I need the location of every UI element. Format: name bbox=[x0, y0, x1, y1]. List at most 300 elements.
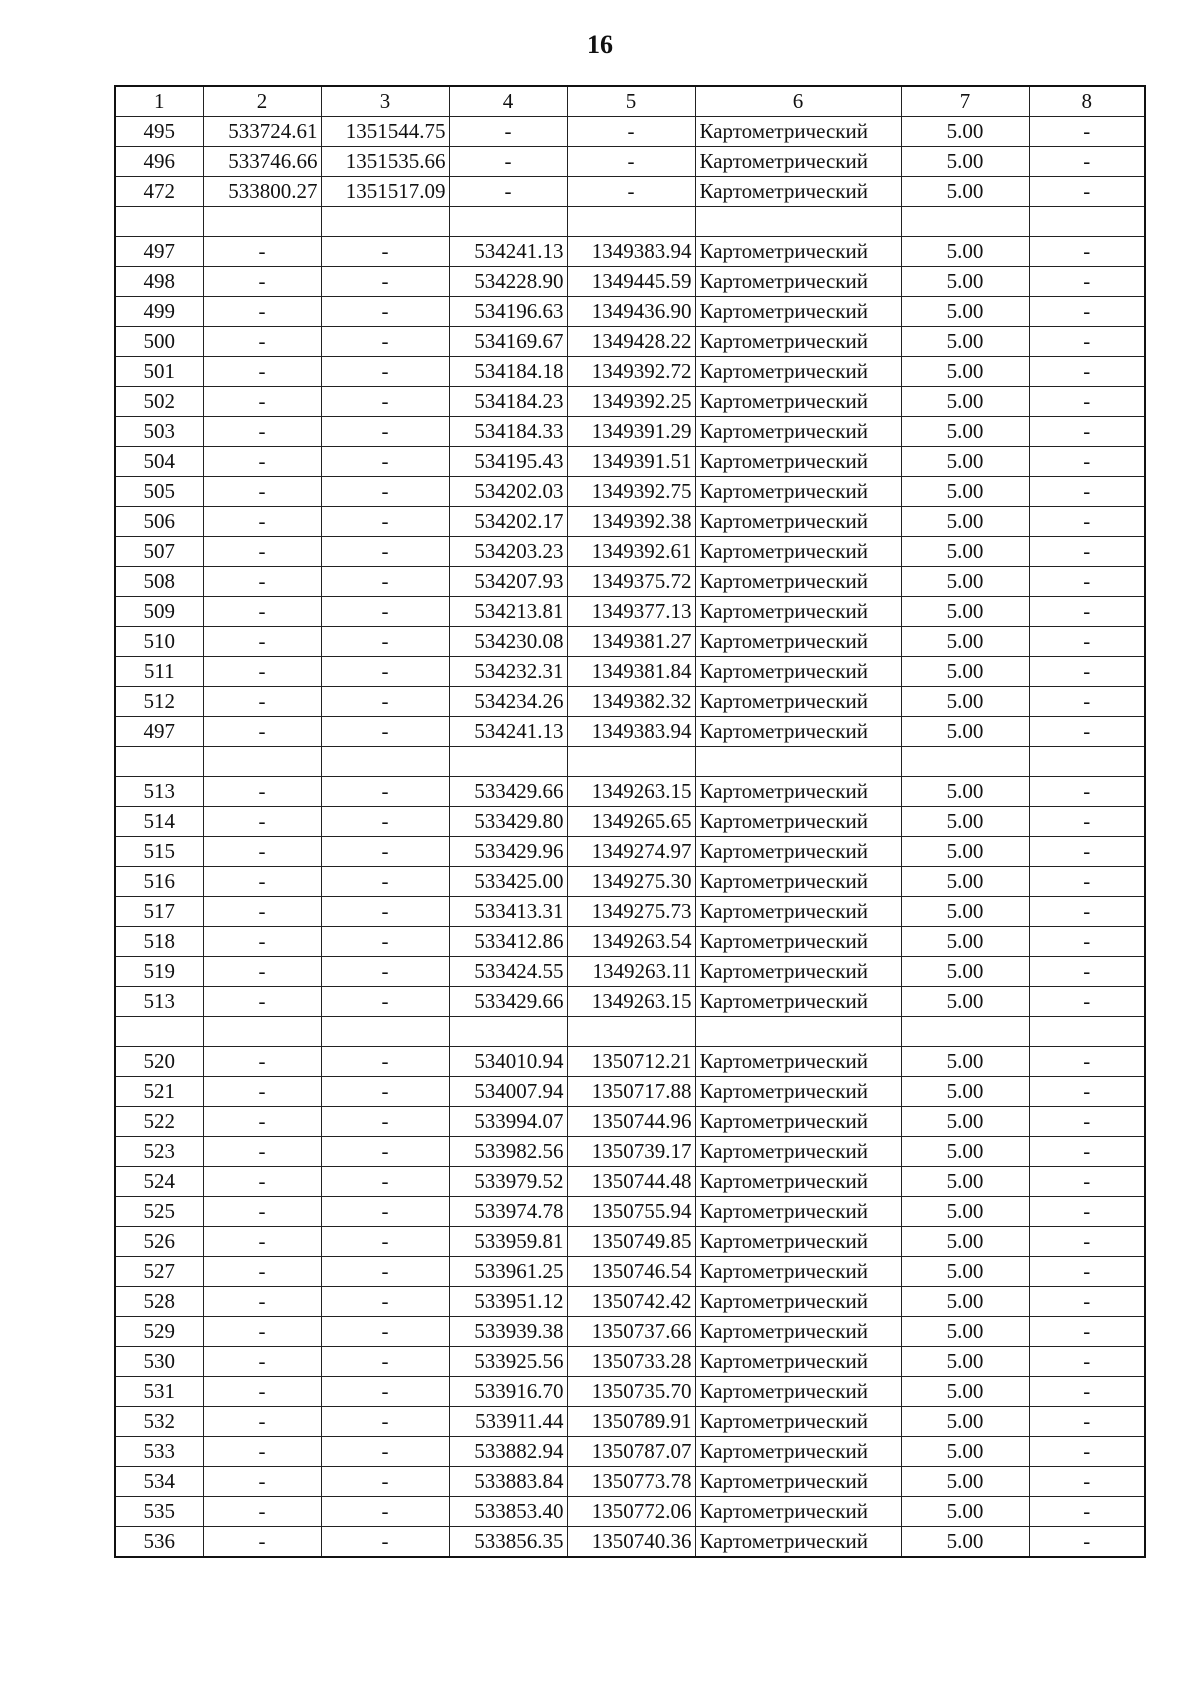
cell-method: Картометрический bbox=[695, 717, 901, 747]
empty-cell bbox=[203, 747, 321, 777]
cell-point-number: 506 bbox=[115, 507, 203, 537]
cell-description: - bbox=[1029, 1377, 1145, 1407]
cell-x-old: - bbox=[203, 297, 321, 327]
cell-method: Картометрический bbox=[695, 117, 901, 147]
cell-x-new: 533979.52 bbox=[449, 1167, 567, 1197]
cell-x-old: - bbox=[203, 477, 321, 507]
empty-cell bbox=[567, 747, 695, 777]
cell-method: Картометрический bbox=[695, 1317, 901, 1347]
cell-description: - bbox=[1029, 1437, 1145, 1467]
cell-point-number: 500 bbox=[115, 327, 203, 357]
cell-y-new: 1349274.97 bbox=[567, 837, 695, 867]
cell-y-old: - bbox=[321, 1137, 449, 1167]
cell-description: - bbox=[1029, 777, 1145, 807]
cell-method: Картометрический bbox=[695, 1527, 901, 1558]
empty-cell bbox=[321, 747, 449, 777]
cell-method: Картометрический bbox=[695, 1167, 901, 1197]
cell-y-old: - bbox=[321, 537, 449, 567]
cell-accuracy: 5.00 bbox=[901, 567, 1029, 597]
table-row bbox=[115, 597, 1145, 627]
cell-x-new: 533424.55 bbox=[449, 957, 567, 987]
cell-point-number: 514 bbox=[115, 807, 203, 837]
table-row bbox=[115, 1347, 1145, 1377]
cell-y-old: - bbox=[321, 597, 449, 627]
cell-y-old: 1351544.75 bbox=[321, 117, 449, 147]
cell-point-number: 515 bbox=[115, 837, 203, 867]
cell-y-new: 1350744.48 bbox=[567, 1167, 695, 1197]
cell-accuracy: 5.00 bbox=[901, 1047, 1029, 1077]
table-row bbox=[115, 807, 1145, 837]
cell-description: - bbox=[1029, 897, 1145, 927]
cell-x-new: 534213.81 bbox=[449, 597, 567, 627]
cell-accuracy: 5.00 bbox=[901, 1227, 1029, 1257]
cell-x-new: 534169.67 bbox=[449, 327, 567, 357]
cell-method: Картометрический bbox=[695, 1047, 901, 1077]
cell-point-number: 523 bbox=[115, 1137, 203, 1167]
cell-y-old: - bbox=[321, 1257, 449, 1287]
empty-cell bbox=[321, 1017, 449, 1047]
table-row bbox=[115, 687, 1145, 717]
cell-description: - bbox=[1029, 957, 1145, 987]
cell-y-old: - bbox=[321, 687, 449, 717]
cell-y-old: - bbox=[321, 567, 449, 597]
cell-method: Картометрический bbox=[695, 1137, 901, 1167]
empty-cell bbox=[695, 1017, 901, 1047]
cell-x-new: 534196.63 bbox=[449, 297, 567, 327]
cell-point-number: 524 bbox=[115, 1167, 203, 1197]
empty-cell bbox=[901, 207, 1029, 237]
cell-x-new: 534228.90 bbox=[449, 267, 567, 297]
cell-y-new: 1349383.94 bbox=[567, 717, 695, 747]
cell-description: - bbox=[1029, 627, 1145, 657]
cell-method: Картометрический bbox=[695, 837, 901, 867]
cell-x-new: - bbox=[449, 177, 567, 207]
cell-method: Картометрический bbox=[695, 597, 901, 627]
table-row bbox=[115, 1377, 1145, 1407]
cell-y-old: - bbox=[321, 1467, 449, 1497]
cell-accuracy: 5.00 bbox=[901, 327, 1029, 357]
cell-y-old: - bbox=[321, 297, 449, 327]
cell-y-old: - bbox=[321, 1347, 449, 1377]
cell-y-old: - bbox=[321, 507, 449, 537]
cell-y-old: - bbox=[321, 387, 449, 417]
cell-x-new: 533982.56 bbox=[449, 1137, 567, 1167]
cell-method: Картометрический bbox=[695, 1467, 901, 1497]
cell-y-old: - bbox=[321, 1287, 449, 1317]
cell-description: - bbox=[1029, 1527, 1145, 1558]
cell-description: - bbox=[1029, 1287, 1145, 1317]
cell-x-new: 534207.93 bbox=[449, 567, 567, 597]
cell-x-old: - bbox=[203, 327, 321, 357]
cell-y-new: 1349381.84 bbox=[567, 657, 695, 687]
cell-y-old: - bbox=[321, 777, 449, 807]
table-row bbox=[115, 237, 1145, 267]
empty-cell bbox=[449, 1017, 567, 1047]
cell-y-old: - bbox=[321, 357, 449, 387]
cell-x-old: - bbox=[203, 1287, 321, 1317]
table-row bbox=[115, 987, 1145, 1017]
table-row bbox=[115, 1497, 1145, 1527]
cell-point-number: 528 bbox=[115, 1287, 203, 1317]
cell-x-new: 533429.80 bbox=[449, 807, 567, 837]
cell-x-new: 534184.33 bbox=[449, 417, 567, 447]
cell-method: Картометрический bbox=[695, 897, 901, 927]
cell-x-new: 534007.94 bbox=[449, 1077, 567, 1107]
cell-y-old: - bbox=[321, 1197, 449, 1227]
table-row bbox=[115, 1137, 1145, 1167]
cell-description: - bbox=[1029, 417, 1145, 447]
cell-point-number: 531 bbox=[115, 1377, 203, 1407]
cell-y-old: - bbox=[321, 927, 449, 957]
cell-y-old: - bbox=[321, 807, 449, 837]
table-row bbox=[115, 1257, 1145, 1287]
cell-x-old: - bbox=[203, 1467, 321, 1497]
cell-method: Картометрический bbox=[695, 387, 901, 417]
cell-y-new: 1350744.96 bbox=[567, 1107, 695, 1137]
cell-y-new: 1350739.17 bbox=[567, 1137, 695, 1167]
cell-description: - bbox=[1029, 117, 1145, 147]
column-header-point-number: 1 bbox=[115, 86, 203, 117]
cell-accuracy: 5.00 bbox=[901, 1167, 1029, 1197]
cell-accuracy: 5.00 bbox=[901, 1377, 1029, 1407]
cell-point-number: 499 bbox=[115, 297, 203, 327]
cell-method: Картометрический bbox=[695, 237, 901, 267]
cell-point-number: 472 bbox=[115, 177, 203, 207]
cell-y-new: 1349445.59 bbox=[567, 267, 695, 297]
cell-accuracy: 5.00 bbox=[901, 507, 1029, 537]
empty-cell bbox=[203, 207, 321, 237]
cell-point-number: 522 bbox=[115, 1107, 203, 1137]
cell-x-new: 533429.66 bbox=[449, 987, 567, 1017]
cell-x-old: - bbox=[203, 1227, 321, 1257]
cell-x-old: - bbox=[203, 267, 321, 297]
cell-x-old: - bbox=[203, 1347, 321, 1377]
cell-x-old: - bbox=[203, 1047, 321, 1077]
cell-method: Картометрический bbox=[695, 357, 901, 387]
cell-x-new: 534202.03 bbox=[449, 477, 567, 507]
cell-x-new: 533853.40 bbox=[449, 1497, 567, 1527]
cell-accuracy: 5.00 bbox=[901, 1197, 1029, 1227]
column-header-y-old: 3 bbox=[321, 86, 449, 117]
cell-y-old: - bbox=[321, 1317, 449, 1347]
table-row bbox=[115, 717, 1145, 747]
cell-method: Картометрический bbox=[695, 1377, 901, 1407]
cell-x-new: 533974.78 bbox=[449, 1197, 567, 1227]
cell-x-new: 533883.84 bbox=[449, 1467, 567, 1497]
table-row bbox=[115, 177, 1145, 207]
cell-x-new: 534241.13 bbox=[449, 237, 567, 267]
cell-x-new: 534202.17 bbox=[449, 507, 567, 537]
table-row bbox=[115, 1197, 1145, 1227]
table-row bbox=[115, 537, 1145, 567]
cell-point-number: 526 bbox=[115, 1227, 203, 1257]
cell-point-number: 517 bbox=[115, 897, 203, 927]
table-row bbox=[115, 147, 1145, 177]
cell-point-number: 510 bbox=[115, 627, 203, 657]
cell-description: - bbox=[1029, 537, 1145, 567]
cell-x-new: 533429.66 bbox=[449, 777, 567, 807]
cell-y-new: - bbox=[567, 147, 695, 177]
empty-cell bbox=[901, 747, 1029, 777]
cell-x-old: - bbox=[203, 1107, 321, 1137]
cell-y-old: - bbox=[321, 1077, 449, 1107]
cell-point-number: 496 bbox=[115, 147, 203, 177]
cell-method: Картометрический bbox=[695, 1197, 901, 1227]
cell-point-number: 513 bbox=[115, 777, 203, 807]
cell-accuracy: 5.00 bbox=[901, 657, 1029, 687]
cell-x-old: - bbox=[203, 1167, 321, 1197]
cell-method: Картометрический bbox=[695, 267, 901, 297]
empty-cell bbox=[695, 207, 901, 237]
cell-x-new: 534184.18 bbox=[449, 357, 567, 387]
cell-x-new: 533939.38 bbox=[449, 1317, 567, 1347]
cell-x-new: 534195.43 bbox=[449, 447, 567, 477]
cell-method: Картометрический bbox=[695, 537, 901, 567]
cell-y-new: 1349392.38 bbox=[567, 507, 695, 537]
cell-point-number: 508 bbox=[115, 567, 203, 597]
cell-method: Картометрический bbox=[695, 1407, 901, 1437]
cell-method: Картометрический bbox=[695, 657, 901, 687]
cell-x-old: - bbox=[203, 387, 321, 417]
cell-accuracy: 5.00 bbox=[901, 1317, 1029, 1347]
cell-accuracy: 5.00 bbox=[901, 267, 1029, 297]
cell-y-new: 1350737.66 bbox=[567, 1317, 695, 1347]
cell-description: - bbox=[1029, 327, 1145, 357]
cell-y-old: - bbox=[321, 1437, 449, 1467]
cell-accuracy: 5.00 bbox=[901, 357, 1029, 387]
cell-y-old: - bbox=[321, 837, 449, 867]
cell-accuracy: 5.00 bbox=[901, 1287, 1029, 1317]
table-row bbox=[115, 327, 1145, 357]
cell-x-old: - bbox=[203, 1377, 321, 1407]
cell-accuracy: 5.00 bbox=[901, 1347, 1029, 1377]
cell-x-old: - bbox=[203, 1197, 321, 1227]
cell-accuracy: 5.00 bbox=[901, 1527, 1029, 1558]
cell-accuracy: 5.00 bbox=[901, 537, 1029, 567]
cell-description: - bbox=[1029, 1347, 1145, 1377]
cell-point-number: 529 bbox=[115, 1317, 203, 1347]
cell-accuracy: 5.00 bbox=[901, 417, 1029, 447]
cell-y-new: 1349392.61 bbox=[567, 537, 695, 567]
cell-description: - bbox=[1029, 1047, 1145, 1077]
cell-x-new: 533925.56 bbox=[449, 1347, 567, 1377]
cell-point-number: 511 bbox=[115, 657, 203, 687]
cell-y-old: - bbox=[321, 867, 449, 897]
cell-method: Картометрический bbox=[695, 1497, 901, 1527]
cell-x-new: 534241.13 bbox=[449, 717, 567, 747]
cell-y-new: 1349381.27 bbox=[567, 627, 695, 657]
cell-y-new: 1349275.73 bbox=[567, 897, 695, 927]
table-header-row bbox=[115, 86, 1145, 117]
cell-description: - bbox=[1029, 1137, 1145, 1167]
cell-point-number: 518 bbox=[115, 927, 203, 957]
cell-x-old: - bbox=[203, 237, 321, 267]
cell-y-new: 1349275.30 bbox=[567, 867, 695, 897]
table-row bbox=[115, 477, 1145, 507]
cell-y-new: 1349263.15 bbox=[567, 777, 695, 807]
cell-x-old: 533800.27 bbox=[203, 177, 321, 207]
cell-y-old: - bbox=[321, 657, 449, 687]
cell-y-new: 1350735.70 bbox=[567, 1377, 695, 1407]
table-row-separator bbox=[115, 747, 1145, 777]
cell-description: - bbox=[1029, 717, 1145, 747]
cell-y-old: - bbox=[321, 447, 449, 477]
cell-method: Картометрический bbox=[695, 327, 901, 357]
cell-description: - bbox=[1029, 447, 1145, 477]
cell-description: - bbox=[1029, 267, 1145, 297]
cell-y-old: - bbox=[321, 417, 449, 447]
cell-method: Картометрический bbox=[695, 1077, 901, 1107]
cell-point-number: 525 bbox=[115, 1197, 203, 1227]
cell-x-old: - bbox=[203, 417, 321, 447]
table-row bbox=[115, 1227, 1145, 1257]
cell-accuracy: 5.00 bbox=[901, 597, 1029, 627]
table-row bbox=[115, 1317, 1145, 1347]
cell-x-new: - bbox=[449, 147, 567, 177]
cell-accuracy: 5.00 bbox=[901, 837, 1029, 867]
cell-method: Картометрический bbox=[695, 507, 901, 537]
empty-cell bbox=[1029, 1017, 1145, 1047]
empty-cell bbox=[1029, 747, 1145, 777]
empty-cell bbox=[695, 747, 901, 777]
cell-accuracy: 5.00 bbox=[901, 717, 1029, 747]
table-row bbox=[115, 777, 1145, 807]
cell-accuracy: 5.00 bbox=[901, 387, 1029, 417]
cell-y-old: - bbox=[321, 1167, 449, 1197]
cell-x-old: - bbox=[203, 1407, 321, 1437]
cell-description: - bbox=[1029, 927, 1145, 957]
cell-accuracy: 5.00 bbox=[901, 867, 1029, 897]
cell-accuracy: 5.00 bbox=[901, 1497, 1029, 1527]
cell-y-new: 1350733.28 bbox=[567, 1347, 695, 1377]
cell-x-new: 533429.96 bbox=[449, 837, 567, 867]
cell-description: - bbox=[1029, 987, 1145, 1017]
cell-method: Картометрический bbox=[695, 477, 901, 507]
empty-cell bbox=[115, 747, 203, 777]
cell-accuracy: 5.00 bbox=[901, 777, 1029, 807]
cell-y-new: 1349263.54 bbox=[567, 927, 695, 957]
cell-accuracy: 5.00 bbox=[901, 1437, 1029, 1467]
cell-method: Картометрический bbox=[695, 1107, 901, 1137]
table-row bbox=[115, 1047, 1145, 1077]
table-row bbox=[115, 897, 1145, 927]
cell-method: Картометрический bbox=[695, 147, 901, 177]
cell-y-old: - bbox=[321, 267, 449, 297]
cell-y-new: 1349382.32 bbox=[567, 687, 695, 717]
table-row bbox=[115, 507, 1145, 537]
cell-x-old: - bbox=[203, 627, 321, 657]
cell-y-old: - bbox=[321, 327, 449, 357]
cell-point-number: 509 bbox=[115, 597, 203, 627]
empty-cell bbox=[567, 207, 695, 237]
table-row bbox=[115, 447, 1145, 477]
cell-y-old: - bbox=[321, 627, 449, 657]
empty-cell bbox=[449, 747, 567, 777]
cell-description: - bbox=[1029, 477, 1145, 507]
cell-method: Картометрический bbox=[695, 1347, 901, 1377]
cell-point-number: 504 bbox=[115, 447, 203, 477]
cell-point-number: 497 bbox=[115, 237, 203, 267]
cell-y-new: 1350746.54 bbox=[567, 1257, 695, 1287]
cell-description: - bbox=[1029, 867, 1145, 897]
cell-y-old: - bbox=[321, 717, 449, 747]
cell-y-new: - bbox=[567, 117, 695, 147]
table-row bbox=[115, 1407, 1145, 1437]
cell-y-new: 1350789.91 bbox=[567, 1407, 695, 1437]
cell-point-number: 503 bbox=[115, 417, 203, 447]
cell-point-number: 498 bbox=[115, 267, 203, 297]
cell-accuracy: 5.00 bbox=[901, 627, 1029, 657]
cell-y-old: 1351535.66 bbox=[321, 147, 449, 177]
cell-y-old: 1351517.09 bbox=[321, 177, 449, 207]
cell-point-number: 512 bbox=[115, 687, 203, 717]
cell-y-new: 1349263.15 bbox=[567, 987, 695, 1017]
table-row bbox=[115, 357, 1145, 387]
cell-x-new: 534234.26 bbox=[449, 687, 567, 717]
cell-method: Картометрический bbox=[695, 177, 901, 207]
cell-method: Картометрический bbox=[695, 1287, 901, 1317]
cell-y-new: 1350749.85 bbox=[567, 1227, 695, 1257]
cell-description: - bbox=[1029, 807, 1145, 837]
cell-accuracy: 5.00 bbox=[901, 1407, 1029, 1437]
table-row bbox=[115, 837, 1145, 867]
cell-accuracy: 5.00 bbox=[901, 1257, 1029, 1287]
cell-x-old: - bbox=[203, 1137, 321, 1167]
cell-y-new: 1350772.06 bbox=[567, 1497, 695, 1527]
cell-description: - bbox=[1029, 1497, 1145, 1527]
cell-accuracy: 5.00 bbox=[901, 297, 1029, 327]
cell-x-old: - bbox=[203, 957, 321, 987]
cell-x-new: 533916.70 bbox=[449, 1377, 567, 1407]
cell-y-new: 1349392.75 bbox=[567, 477, 695, 507]
cell-accuracy: 5.00 bbox=[901, 1077, 1029, 1107]
cell-x-old: - bbox=[203, 567, 321, 597]
cell-description: - bbox=[1029, 597, 1145, 627]
cell-point-number: 521 bbox=[115, 1077, 203, 1107]
cell-y-old: - bbox=[321, 1407, 449, 1437]
cell-method: Картометрический bbox=[695, 867, 901, 897]
cell-y-new: 1349377.13 bbox=[567, 597, 695, 627]
cell-accuracy: 5.00 bbox=[901, 1467, 1029, 1497]
cell-method: Картометрический bbox=[695, 957, 901, 987]
cell-method: Картометрический bbox=[695, 807, 901, 837]
table-body bbox=[115, 86, 1145, 1557]
cell-accuracy: 5.00 bbox=[901, 1107, 1029, 1137]
table-row bbox=[115, 1167, 1145, 1197]
cell-point-number: 495 bbox=[115, 117, 203, 147]
cell-method: Картометрический bbox=[695, 1257, 901, 1287]
cell-accuracy: 5.00 bbox=[901, 477, 1029, 507]
cell-x-old: - bbox=[203, 837, 321, 867]
cell-x-new: 534184.23 bbox=[449, 387, 567, 417]
cell-x-old: - bbox=[203, 1437, 321, 1467]
table-row bbox=[115, 387, 1145, 417]
cell-y-old: - bbox=[321, 477, 449, 507]
cell-method: Картометрический bbox=[695, 687, 901, 717]
cell-x-new: 533856.35 bbox=[449, 1527, 567, 1558]
cell-y-old: - bbox=[321, 237, 449, 267]
cell-y-new: 1349436.90 bbox=[567, 297, 695, 327]
cell-point-number: 501 bbox=[115, 357, 203, 387]
cell-accuracy: 5.00 bbox=[901, 237, 1029, 267]
cell-y-new: 1349428.22 bbox=[567, 327, 695, 357]
cell-description: - bbox=[1029, 1467, 1145, 1497]
empty-cell bbox=[1029, 207, 1145, 237]
cell-accuracy: 5.00 bbox=[901, 987, 1029, 1017]
cell-point-number: 532 bbox=[115, 1407, 203, 1437]
cell-x-old: - bbox=[203, 687, 321, 717]
cell-x-new: 533882.94 bbox=[449, 1437, 567, 1467]
